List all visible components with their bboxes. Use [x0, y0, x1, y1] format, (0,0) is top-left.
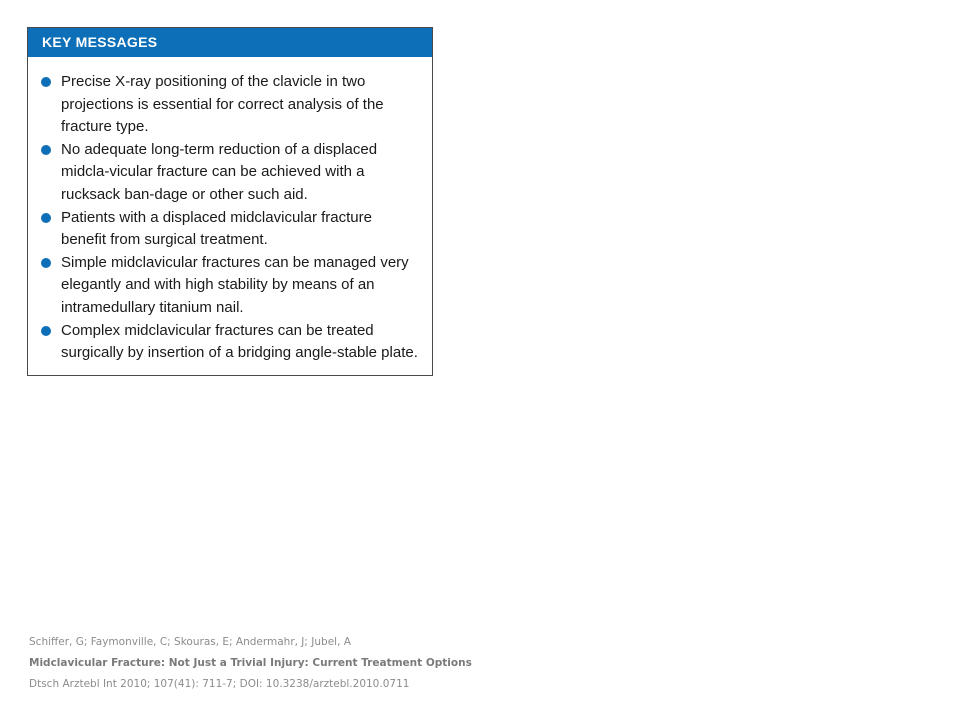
list-item: [28, 252, 432, 320]
list-item: [28, 71, 432, 139]
key-messages-box: [27, 27, 433, 376]
list-item: [28, 320, 432, 365]
key-messages-header: KEY MESSAGES: [28, 28, 432, 57]
message-text: Precise X-ray positioning of the clavicle in two projections is essential for correct analysis of the fracture type.: [61, 73, 384, 136]
key-messages-list: [28, 57, 432, 365]
bullet-icon: [41, 145, 51, 155]
list-item: [28, 139, 432, 207]
message-text: Simple midclavicular fractures can be managed very elegantly and with high stability by means of an intramedullary titanium nail.: [61, 253, 409, 316]
bullet-icon: [41, 258, 51, 268]
citation-reference: Dtsch Arztebl Int 2010; 107(41): 711-7; DOI: 10.3238/arztebl.2010.0711: [29, 678, 410, 690]
bullet-icon: [41, 326, 51, 336]
message-text: Complex midclavicular fractures can be treated surgically by insertion of a bridging angle-stable plate.: [61, 321, 418, 362]
citation-title: Midclavicular Fracture: Not Just a Trivial Injury: Current Treatment Options: [29, 657, 472, 669]
message-text: Patients with a displaced midclavicular fracture benefit from surgical treatment.: [61, 208, 372, 249]
list-item: [28, 207, 432, 252]
bullet-icon: [41, 213, 51, 223]
citation-authors: Schiffer, G; Faymonville, C; Skouras, E; Andermahr, J; Jubel, A: [29, 636, 351, 648]
bullet-icon: [41, 77, 51, 87]
message-text: No adequate long-term reduction of a displaced midcla-vicular fracture can be achieved with a rucksack ban-dage or other such aid.: [61, 140, 378, 203]
citation: [29, 632, 472, 695]
